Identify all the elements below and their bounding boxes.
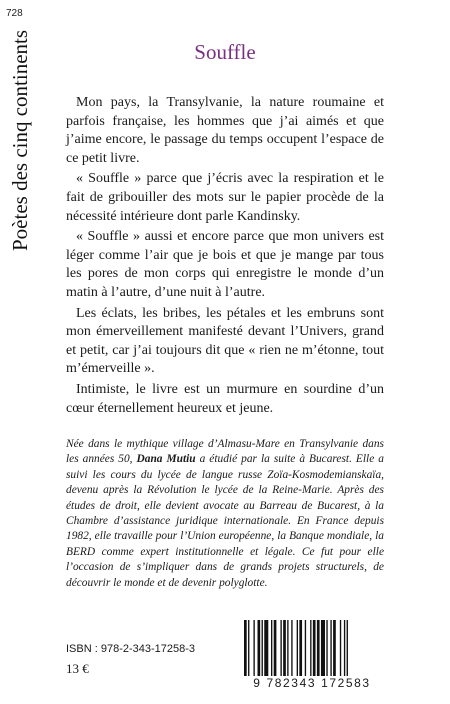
page-number: 728 [6, 8, 23, 19]
barcode-bar [253, 620, 254, 680]
barcode-bar [333, 620, 336, 680]
paragraph: Mon pays, la Transylvanie, la nature roumaine et parfois française, les hommes que j’ai aimés et que j’aime encore, le passage du temps occupent l’espace de ce petit livre. [66, 95, 384, 166]
paragraph: « Souffle » aussi et encore parce que mon univers est léger comme l’air que je bois et que je mange par tous les pores de mon corps qui enregistre le monde d’un matin à l’autre, d’une nuit à l’autre. [66, 229, 384, 300]
barcode-bar [313, 620, 316, 680]
barcode-bar [244, 620, 247, 680]
barcode-bar [330, 620, 331, 680]
back-cover-text [66, 94, 384, 420]
barcode-bar [291, 620, 292, 680]
barcode-bar [274, 620, 277, 680]
barcode-number: 9 782343 172583 [238, 676, 386, 690]
barcode-bar [344, 620, 345, 680]
barcode-bar [248, 620, 249, 680]
barcode-bar [287, 620, 288, 680]
paragraph: Les éclats, les bribes, les pétales et les embruns sont mon émerveillement manifesté devant l’Univers, grand et petit, car j’ai toujours dit que « rien ne m’étonne, tout m’émerveille ». [66, 305, 384, 377]
barcode-bar [317, 620, 320, 680]
bio-text-start: Née dans le mythique village d’Almasu-Mare en Transylvanie dans les années 50, [66, 438, 384, 466]
barcode-bar [264, 620, 268, 680]
barcode-bar [321, 620, 325, 680]
bio-text-end: a étudié par la suite à Bucarest. Elle a suivi les cours du lycée de langue russe Zoïa-Kosmodemianskaïa, devenu après la Révolution le lycée de la Reine-Marie. Après des études de droit, elle devient avocate au Barreau de Bucarest, à la Chambre d’assistance juridique internationale. En France depuis 1982, elle travaille pour l’Union européenne, la Banque mondiale, la BERD comme expert institutionnelle et légale. Ce fut pour elle l’occasion de s’impliquer dans de grands projets structurels, de découvrir le monde et de devenir polyglotte. [66, 453, 384, 589]
barcode-bar [310, 620, 311, 680]
barcode-bar [326, 620, 327, 680]
barcode [238, 620, 386, 690]
book-title: Souffle [194, 40, 256, 64]
barcode-bar [262, 620, 263, 680]
paragraph: Intimiste, le livre est un murmure en sourdine d’un cœur éternellement heureux et jeune. [66, 381, 384, 416]
barcode-bar [340, 620, 341, 680]
barcode-bar [297, 620, 298, 680]
barcode-bar [299, 620, 302, 680]
price: 13 € [66, 661, 89, 676]
isbn: ISBN : 978-2-343-17258-3 [66, 643, 196, 655]
barcode-bar [258, 620, 261, 680]
author-bio [66, 437, 384, 591]
barcode-bar [283, 620, 286, 680]
barcode-bar [305, 620, 306, 680]
collection-title: Poètes des cinq continents [8, 30, 32, 252]
paragraph: « Souffle » parce que j’écris avec la respiration et le fait de gribouiller des mots sur le papier procède de la nécessité intérieure dont parle Kandinsky. [66, 171, 384, 224]
author-name: Dana Mutiu [136, 453, 196, 466]
barcode-bar [280, 620, 281, 680]
barcode-bar [347, 620, 348, 680]
barcode-bar [271, 620, 272, 680]
